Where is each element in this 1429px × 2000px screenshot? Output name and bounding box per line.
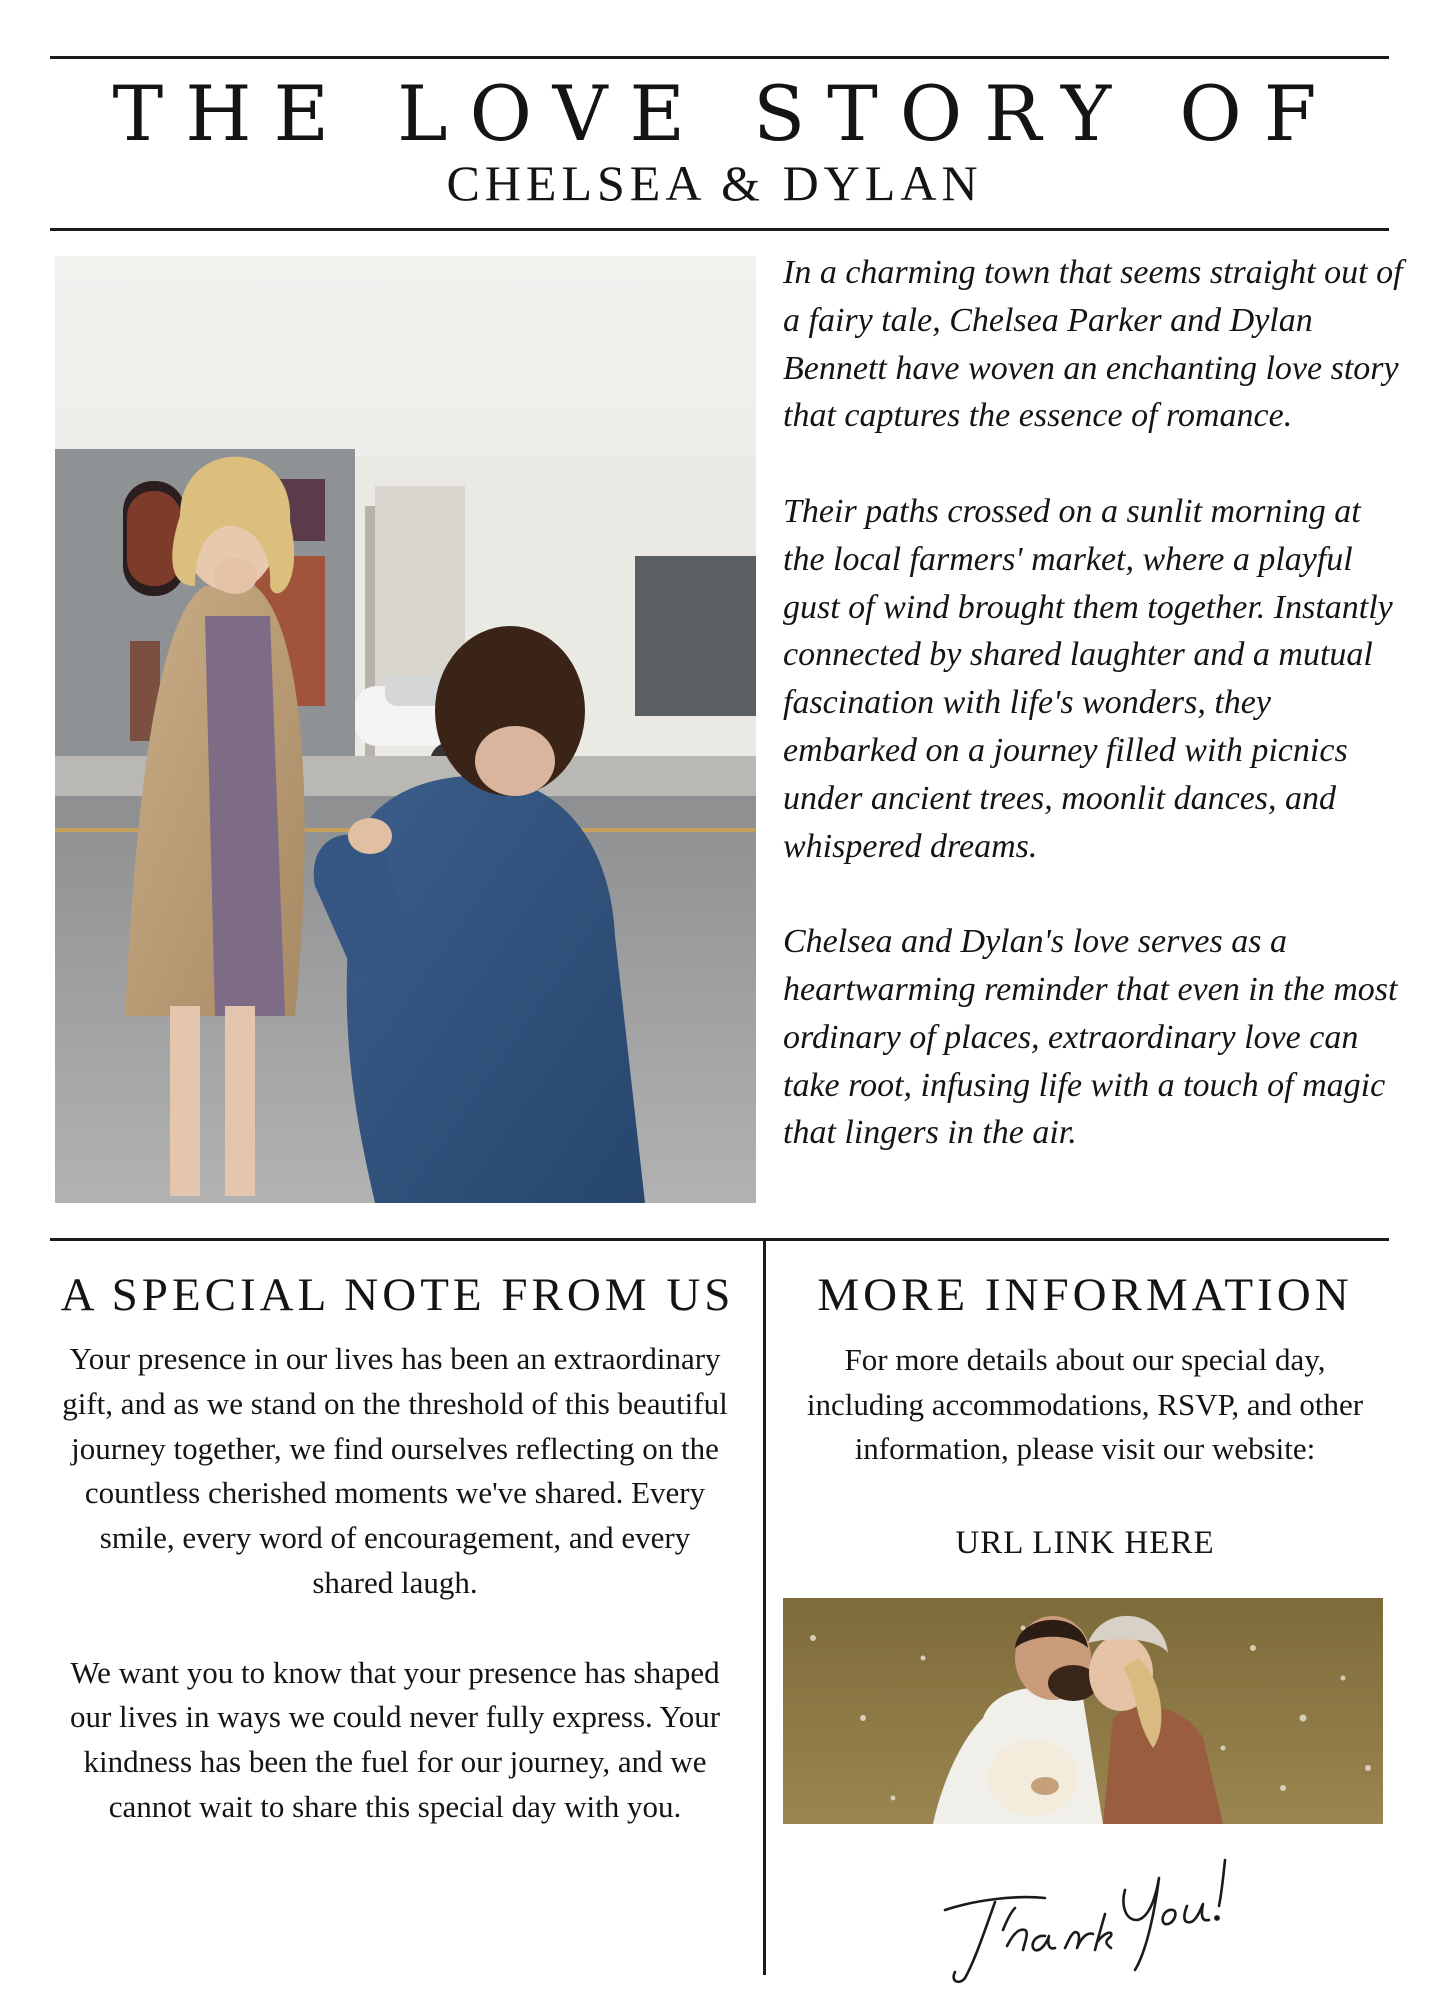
story-paragraph: In a charming town that seems straight out of a fairy tale, Chelsea Parker and Dylan Bennett have woven an enchanting love story that captures the essence of romance. [783, 254, 1403, 435]
special-note-text [60, 1337, 730, 1830]
story-paragraph: Chelsea and Dylan's love serves as a heartwarming reminder that even in the most ordinary of places, extraordinary love can take root, infusing life with a touch of magic that lingers in the air. [783, 923, 1398, 1152]
header-bottom-rule [50, 228, 1389, 231]
proposal-photo [55, 256, 756, 1203]
note-paragraph: Your presence in our lives has been an extraordinary gift, and as we stand on the threshold of this beautiful journey together, we find ourselves reflecting on the countless cherished moments we've shared. Every smile, every word of encouragement, and every shared laugh. [62, 1341, 728, 1600]
website-link[interactable]: URL LINK HERE [955, 1525, 1215, 1561]
note-paragraph: We want you to know that your presence has shaped our lives in ways we could never fully express. Your kindness has been the fuel for our journey, and we cannot wait to share this special day with you. [69, 1654, 721, 1824]
special-note-heading: A SPECIAL NOTE FROM US [60, 1269, 735, 1321]
story-paragraph: Their paths crossed on a sunlit morning at the local farmers' market, where a playful gust of wind brought them together. Instantly connected by shared laughter and a mutual fascination with life's wonders, they embarked on a journey filled with picnics under ancient trees, moonlit dances, and whispered dreams. [783, 492, 1393, 865]
thank-you-signature [925, 1850, 1265, 1990]
middle-rule [50, 1238, 1389, 1241]
more-information-text: For more details about our special day, including accommodations, RSVP, and other information, please visit our website: [806, 1342, 1364, 1466]
love-story-text [783, 249, 1403, 1157]
page-title: THE LOVE STORY OF [112, 69, 1339, 158]
top-rule [50, 56, 1389, 59]
couple-names: CHELSEA & DYLAN [446, 155, 983, 211]
more-information-heading: MORE INFORMATION [817, 1269, 1353, 1321]
couple-kiss-photo [783, 1598, 1383, 1824]
column-divider [763, 1240, 766, 1975]
